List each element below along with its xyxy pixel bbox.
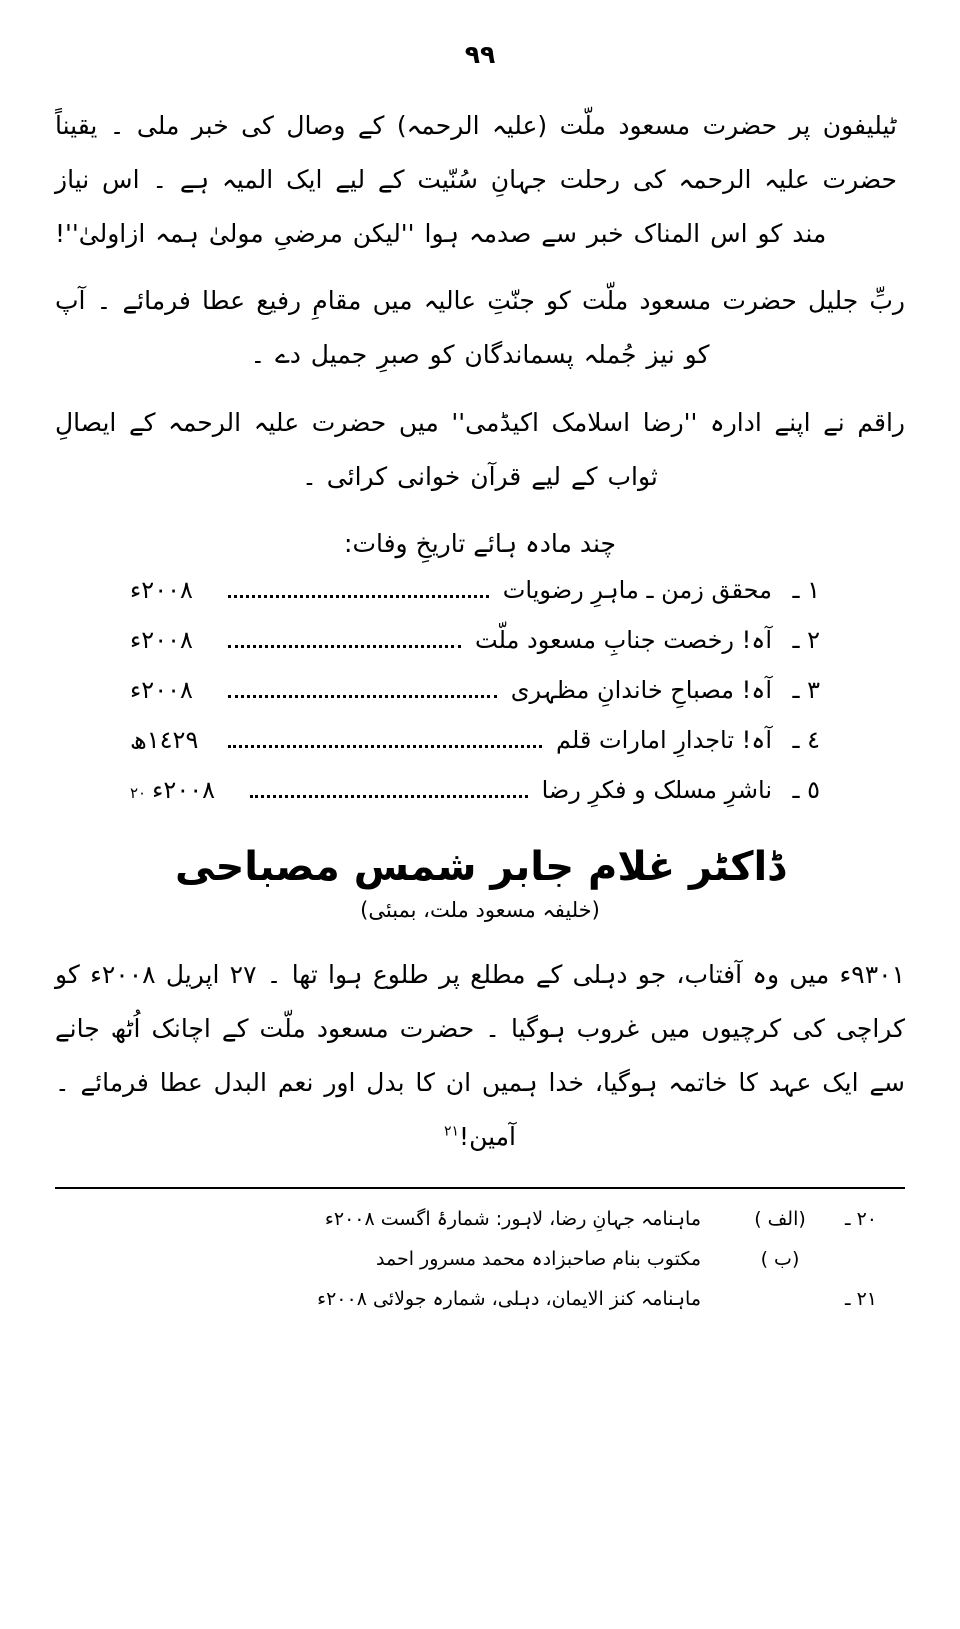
footnote-text: ماہنامہ کنز الایمان، دہلی، شمارہ جولائی ٢٠٠٨ء [317,1288,701,1311]
footnote-text: مکتوب بنام صاحبزادہ محمد مسرور احمد [376,1248,701,1271]
footnote-number: ٢١ ـ [844,1288,877,1311]
page-number: ٩٩ [464,40,496,69]
tarikh-wafat-list [130,576,830,806]
list-heading: چند مادہ ہائے تاریخِ وفات: [344,529,616,559]
paragraph-2: ربِّ جلیل حضرت مسعود ملّت کو جنّتِ عالیہ میں مقامِ رفیع عطا فرمائے ۔ آپ کو نیز جُملہ پسماندگان کو صبرِ جمیل دے ۔ [55,286,905,369]
list-item-number: ٥ ـ [792,776,820,805]
list-item-number: ٢ ـ [792,626,820,655]
list-item-number: ٤ ـ [792,726,820,755]
footnote-number: ٢٠ ـ [844,1208,877,1231]
footnote-label: (الف ) [754,1208,806,1231]
list-item-year: ٢٠٠٨ء [130,576,193,605]
footnote-marker: ٢٠ [130,784,147,803]
list-item-title: آہ! مصباحِ خاندانِ مظہری [510,676,772,705]
list-item-title: ناشرِ مسلک و فکرِ رضا [541,776,772,805]
footnotes [55,1201,905,1317]
footnote-row [55,1281,905,1317]
footnote-row [55,1241,905,1277]
list-item-year: ١٤٢٩ھ [130,726,199,755]
footnote-marker: ٢١ [444,1123,460,1140]
list-item-year: ٢٠٠٨ء [130,626,193,655]
list-item [130,776,830,806]
list-item [130,576,830,606]
closing-paragraph [55,948,905,1163]
footnote-label: (ب ) [760,1248,800,1271]
author-name: ڈاکٹر غلام جابر شمس مصباحی [175,844,785,891]
list-item-title: محقق زمن ـ ماہرِ رضویات [502,576,772,605]
list-item-number: ١ ـ [792,576,820,605]
author-subtitle: (خلیفہ مسعود ملت، بمبئی) [360,898,600,923]
list-item-number: ٣ ـ [792,676,820,705]
dot-leader [228,645,461,648]
list-item-year: ٢٠٠٨ء [130,676,193,705]
closing-text: ٩٣٠١ء میں وہ آفتاب، جو دہلی کے مطلع پر طلوع ہوا تھا ۔ ٢٧ اپریل ٢٠٠٨ء کو کراچی کی کرچیوں میں غروب ہوگیا ۔ حضرت مسعود ملّت کے اچانک اُٹھ جانے سے ایک عہد کا خاتمہ ہوگیا، خدا ہمیں ان کا بدل اور نعم البدل عطا فرمائے ۔ آمین! [55,960,905,1151]
list-item [130,676,830,706]
dot-leader [228,745,542,748]
paragraph-3: راقم نے اپنے ادارہ ''رضا اسلامک اکیڈمی'' میں حضرت علیہ الرحمہ کے ایصالِ ثواب کے لیے قرآن خوانی کرائی ۔ [55,407,905,491]
footnote-text: ماہنامہ جہانِ رضا، لاہور: شمارۂ اگست ٢٠٠٨ء [324,1208,701,1231]
dot-leader [250,795,527,798]
list-item-title: آہ! تاجدارِ امارات قلم [556,726,772,755]
dot-leader [228,695,497,698]
footnote-divider [55,1187,905,1189]
list-item-title: آہ! رخصت جنابِ مسعود ملّت [475,626,772,655]
list-item-year: ٢٠٠٨ء [152,776,215,805]
list-item [130,726,830,756]
dot-leader [228,595,489,598]
footnote-row [55,1201,905,1237]
paragraph-1: ٹیلیفون پر حضرت مسعود ملّت (علیہ الرحمہ) کے وصال کی خبر ملی ۔ یقیناً حضرت علیہ الرحمہ کی رحلت جہانِ سُنّیت کے لیے ایک المیہ ہے ۔ اس نیاز مند کو اس المناک خبر سے صدمہ ہوا ''لیکن مرضیِ مولیٰ ہمہ ازاولیٰ''! [55,111,897,248]
list-item [130,626,830,656]
